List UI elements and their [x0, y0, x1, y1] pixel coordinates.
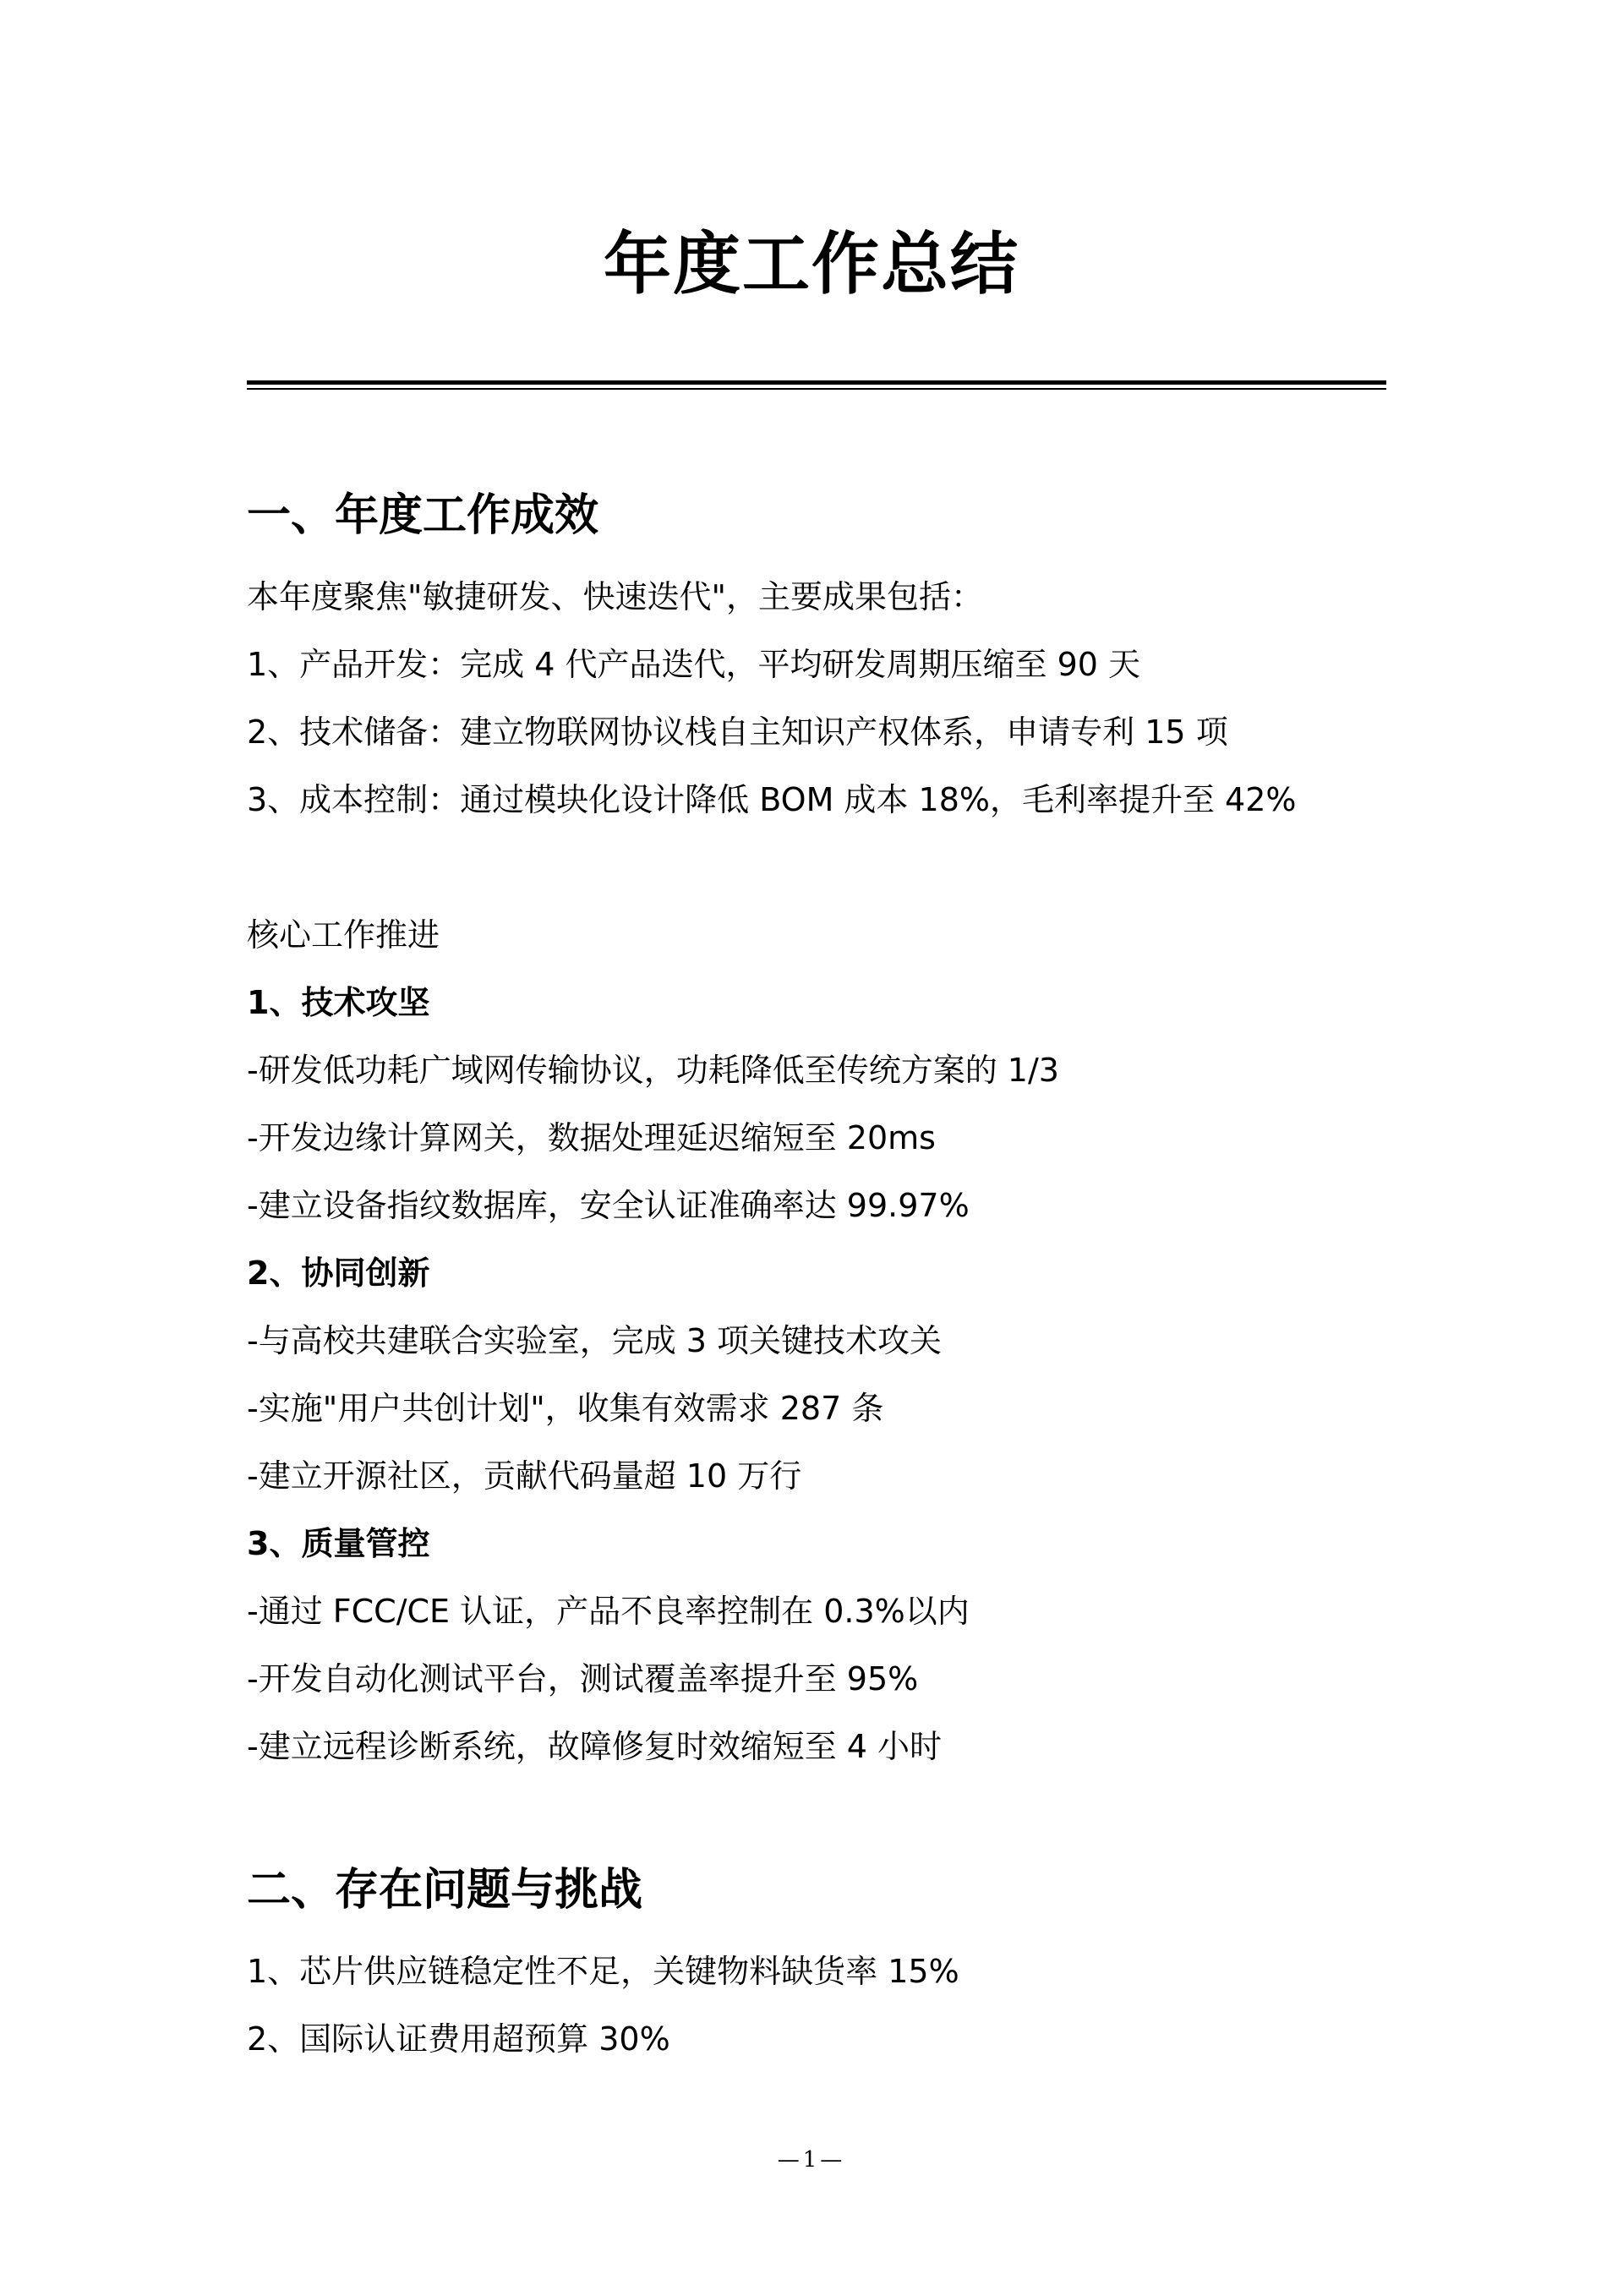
issue-item: 2、国际认证费用超预算 30%: [247, 2020, 670, 2058]
achievement-item: 2、技术储备：建立物联网协议栈自主知识产权体系，申请专利 15 项: [247, 713, 1228, 751]
title-divider-thin: [247, 388, 1386, 390]
page-title: 年度工作总结: [604, 225, 1019, 303]
group-item: -开发边缘计算网关，数据处理延迟缩短至 20ms: [247, 1119, 936, 1156]
group-item: -研发低功耗广域网传输协议，功耗降低至传统方案的 1/3: [247, 1052, 1059, 1089]
core-work-heading: 核心工作推进: [247, 916, 440, 954]
group-item: -建立设备指纹数据库，安全认证准确率达 99.97%: [247, 1187, 970, 1224]
section1-intro: 本年度聚焦"敏捷研发、快速迭代"，主要成果包括：: [247, 578, 983, 615]
group-item: -通过 FCC/CE 认证，产品不良率控制在 0.3%以内: [247, 1593, 970, 1630]
group-item: -建立远程诊断系统，故障修复时效缩短至 4 小时: [247, 1728, 943, 1765]
group-title-collab: 2、协同创新: [247, 1255, 430, 1292]
title-divider-thick: [247, 380, 1386, 385]
issue-item: 1、芯片供应链稳定性不足，关键物料缺货率 15%: [247, 1953, 959, 1990]
group-item: -与高校共建联合实验室，完成 3 项关键技术攻关: [247, 1322, 943, 1359]
achievement-item: 3、成本控制：通过模块化设计降低 BOM 成本 18%，毛利率提升至 42%: [247, 781, 1297, 818]
group-item: -开发自动化测试平台，测试覆盖率提升至 95%: [247, 1660, 919, 1697]
achievement-item: 1、产品开发：完成 4 代产品迭代，平均研发周期压缩至 90 天: [247, 646, 1141, 683]
section-heading-1: 一、年度工作成效: [247, 490, 599, 541]
group-title-tech: 1、技术攻坚: [247, 984, 430, 1021]
section-heading-2: 二、存在问题与挑战: [247, 1865, 643, 1916]
page-number: —1—: [777, 2147, 846, 2173]
group-item: -建立开源社区，贡献代码量超 10 万行: [247, 1457, 802, 1495]
group-title-quality: 3、质量管控: [247, 1525, 430, 1562]
group-item: -实施"用户共创计划"，收集有效需求 287 条: [247, 1390, 884, 1427]
